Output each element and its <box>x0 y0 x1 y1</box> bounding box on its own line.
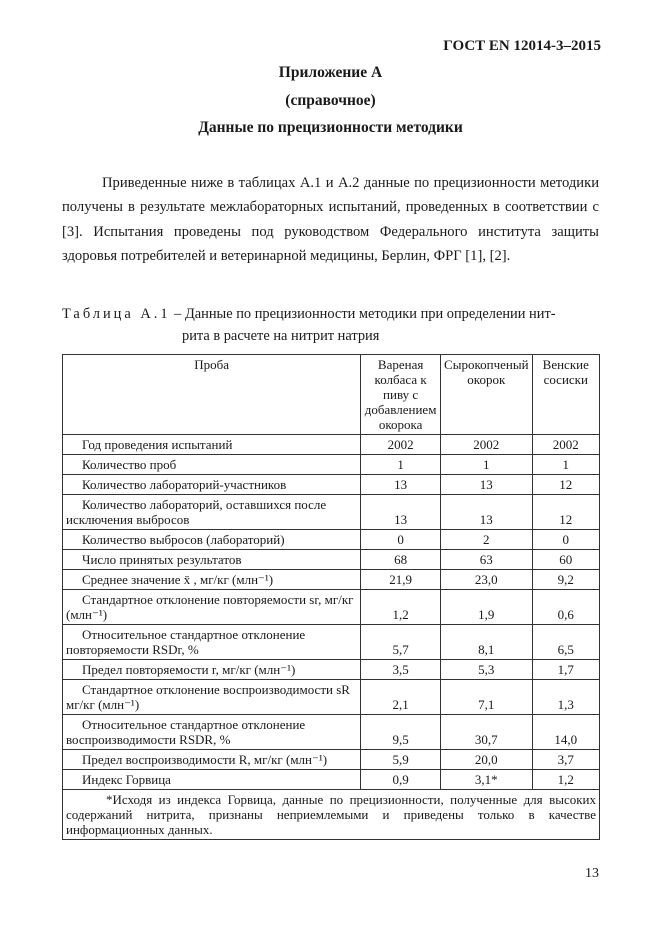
cell-value: 63 <box>441 550 532 570</box>
table-row <box>63 750 600 770</box>
table-note-row <box>63 790 600 840</box>
cell-value: 2 <box>441 530 532 550</box>
table-row <box>63 590 600 625</box>
row-label: Стандартное отклонение воспроизводимости sR мг/кг (млн⁻¹) <box>63 680 361 715</box>
cell-value: 60 <box>532 550 599 570</box>
standard-designation: ГОСТ EN 12014-3–2015 <box>443 38 601 54</box>
cell-value: 0 <box>532 530 599 550</box>
table-row <box>63 495 600 530</box>
cell-value: 68 <box>361 550 441 570</box>
cell-value: 5,7 <box>361 625 441 660</box>
cell-value: 2002 <box>532 435 599 455</box>
cell-value: 13 <box>441 495 532 530</box>
cell-value: 2002 <box>441 435 532 455</box>
cell-value: 1 <box>361 455 441 475</box>
cell-value: 1 <box>441 455 532 475</box>
cell-value: 2002 <box>361 435 441 455</box>
table-row <box>63 770 600 790</box>
table-row <box>63 550 600 570</box>
cell-value: 8,1 <box>441 625 532 660</box>
cell-value: 9,2 <box>532 570 599 590</box>
table-row <box>63 530 600 550</box>
cell-value: 7,1 <box>441 680 532 715</box>
cell-value: 30,7 <box>441 715 532 750</box>
row-label: Среднее значение x̄ , мг/кг (млн⁻¹) <box>63 570 361 590</box>
cell-value: 5,9 <box>361 750 441 770</box>
row-label: Предел воспроизводимости R, мг/кг (млн⁻¹) <box>63 750 361 770</box>
table-caption-continuation: рита в расчете на нитрит натрия <box>182 328 380 344</box>
cell-value: 1,2 <box>361 590 441 625</box>
cell-value: 9,5 <box>361 715 441 750</box>
row-label: Год проведения испытаний <box>63 435 361 455</box>
table-caption-label: Таблица А.1 <box>62 306 171 322</box>
cell-value: 20,0 <box>441 750 532 770</box>
page-number: 13 <box>585 866 599 881</box>
table-header-row <box>63 355 600 435</box>
cell-value: 1,7 <box>532 660 599 680</box>
row-label: Относительное стандартное отклонение повторяемости RSDr, % <box>63 625 361 660</box>
row-label: Стандартное отклонение повторяемости sr, мг/кг (млн⁻¹) <box>63 590 361 625</box>
header-sample: Проба <box>63 355 361 435</box>
table-row <box>63 455 600 475</box>
row-label: Количество выбросов (лабораторий) <box>63 530 361 550</box>
table-row <box>63 475 600 495</box>
row-label: Предел повторяемости r, мг/кг (млн⁻¹) <box>63 660 361 680</box>
cell-value: 3,1* <box>441 770 532 790</box>
appendix-heading: Данные по прецизионности методики <box>198 119 463 136</box>
cell-value: 1,9 <box>441 590 532 625</box>
table-footnote: *Исходя из индекса Горвица, данные по прецизионности, полученные для высоких содержаний нитрита, признаны неприемлемыми и приведены только в качестве информационных данных. <box>63 790 600 840</box>
cell-value: 6,5 <box>532 625 599 660</box>
cell-value: 12 <box>532 475 599 495</box>
appendix-title: Приложение А <box>278 64 383 81</box>
cell-value: 5,3 <box>441 660 532 680</box>
cell-value: 3,7 <box>532 750 599 770</box>
cell-value: 13 <box>441 475 532 495</box>
table-row <box>63 570 600 590</box>
table-caption-text: – Данные по прецизионности методики при определении нит- <box>174 306 556 322</box>
row-label: Количество лабораторий, оставшихся после исключения выбросов <box>63 495 361 530</box>
table-row <box>63 660 600 680</box>
intro-paragraph: Приведенные ниже в таблицах А.1 и А.2 данные по прецизионности методики получены в результате межлабораторных испытаний, проведенных в соответствии с [3]. Испытания проведены под руководством Федерального института защиты здоровья потребителей и ветеринарной медицины, Берлин, ФРГ [1], [2]. <box>62 175 599 264</box>
header-vienna-sausages: Венские сосиски <box>532 355 599 435</box>
cell-value: 12 <box>532 495 599 530</box>
cell-value: 13 <box>361 475 441 495</box>
cell-value: 2,1 <box>361 680 441 715</box>
cell-value: 1 <box>532 455 599 475</box>
cell-value: 1,3 <box>532 680 599 715</box>
cell-value: 21,9 <box>361 570 441 590</box>
row-label: Количество лабораторий-участников <box>63 475 361 495</box>
row-label: Число принятых результатов <box>63 550 361 570</box>
table-row <box>63 435 600 455</box>
cell-value: 23,0 <box>441 570 532 590</box>
cell-value: 1,2 <box>532 770 599 790</box>
appendix-subtitle: (справочное) <box>285 92 376 109</box>
cell-value: 3,5 <box>361 660 441 680</box>
cell-value: 13 <box>361 495 441 530</box>
header-smoked-ham: Сырокопченый окорок <box>441 355 532 435</box>
header-boiled-sausage: Вареная колбаса к пиву с добавлением окорока <box>361 355 441 435</box>
table-row <box>63 625 600 660</box>
table-row <box>63 680 600 715</box>
precision-table <box>62 354 600 840</box>
cell-value: 14,0 <box>532 715 599 750</box>
table-caption <box>62 302 599 326</box>
row-label: Индекс Горвица <box>63 770 361 790</box>
cell-value: 0 <box>361 530 441 550</box>
cell-value: 0,9 <box>361 770 441 790</box>
row-label: Количество проб <box>63 455 361 475</box>
row-label: Относительное стандартное отклонение воспроизводимости RSDR, % <box>63 715 361 750</box>
cell-value: 0,6 <box>532 590 599 625</box>
table-row <box>63 715 600 750</box>
